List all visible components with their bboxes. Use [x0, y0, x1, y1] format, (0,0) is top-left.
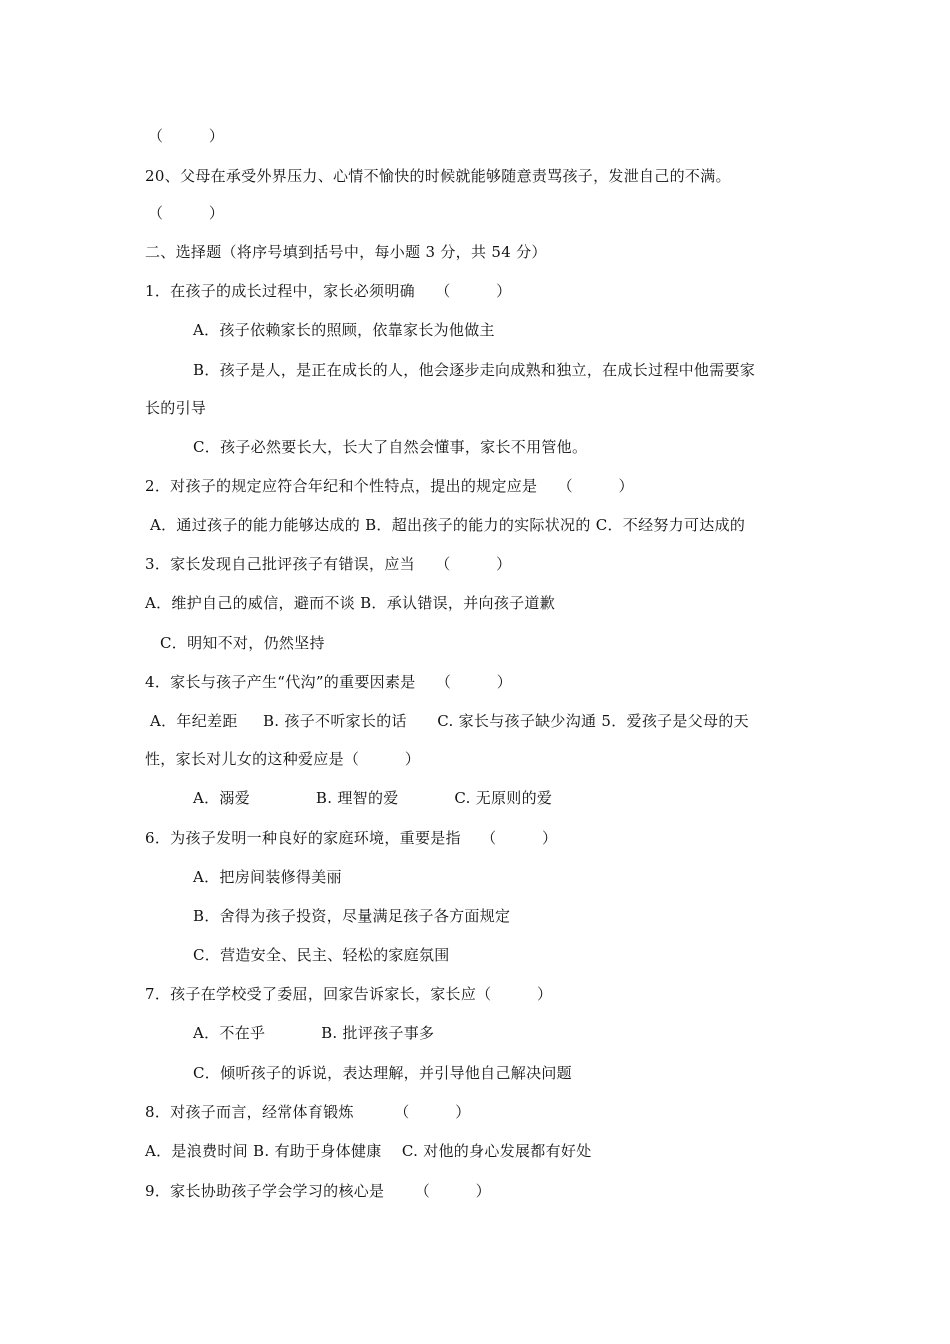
question-7-options-ab: A．不在乎 B. 批评孩子事多	[193, 1024, 435, 1042]
question-8: 8．对孩子而言，经常体育锻炼 （ ）	[145, 1103, 471, 1121]
question-20: 20、父母在承受外界压力、心情不愉快的时候就能够随意责骂孩子，发泄自己的不满。	[145, 167, 731, 185]
question-5-options: A．溺爱 B. 理智的爱 C. 无原则的爱	[193, 789, 553, 807]
question-6-option-a: A．把房间装修得美丽	[193, 868, 342, 886]
question-8-options: A．是浪费时间 B. 有助于身体健康 C. 对他的身心发展都有好处	[145, 1142, 592, 1160]
question-3-option-c: C．明知不对，仍然坚持	[160, 634, 325, 652]
section-heading-multiple-choice: 二、选择题（将序号填到括号中，每小题 3 分，共 54 分）	[145, 243, 547, 261]
question-6: 6．为孩子发明一种良好的家庭环境，重要是指 （ ）	[145, 829, 558, 847]
question-1-option-c: C．孩子必然要长大，长大了自然会懂事，家长不用管他。	[193, 438, 588, 456]
question-2-options: A．通过孩子的能力能够达成的 B．超出孩子的能力的实际状况的 C．不经努力可达成的	[150, 516, 746, 534]
question-1: 1．在孩子的成长过程中，家长必须明确 （ ）	[145, 282, 512, 300]
question-3-options-ab: A．维护自己的威信，避而不谈 B．承认错误，并向孩子道歉	[145, 594, 556, 612]
question-7: 7．孩子在学校受了委屈，回家告诉家长，家长应（ ）	[145, 985, 553, 1003]
question-7-option-c: C．倾听孩子的诉说，表达理解，并引导他自己解决问题	[193, 1064, 572, 1082]
question-1-option-b: B．孩子是人，是正在成长的人，他会逐步走向成熟和独立，在成长过程中他需要家	[193, 361, 756, 379]
question-6-option-c: C．营造安全、民主、轻松的家庭氛围	[193, 946, 450, 964]
question-9: 9．家长协助孩子学会学习的核心是 （ ）	[145, 1182, 491, 1200]
question-3: 3．家长发现自己批评孩子有错误，应当 （ ）	[145, 555, 512, 573]
question-2: 2．对孩子的规定应符合年纪和个性特点，提出的规定应是 （ ）	[145, 477, 634, 495]
question-4-options-and-question-5: A．年纪差距 B. 孩子不听家长的话 C. 家长与孩子缺少沟通 5．爱孩子是父母的天	[150, 712, 749, 730]
question-5-continued: 性，家长对儿女的这种爱应是（ ）	[145, 750, 421, 768]
answer-blank-20: （ ）	[148, 204, 225, 222]
question-4: 4．家长与孩子产生“代沟”的重要因素是 （ ）	[145, 673, 513, 691]
question-1-option-b-continued: 长的引导	[145, 399, 207, 417]
question-6-option-b: B．舍得为孩子投资，尽量满足孩子各方面规定	[193, 907, 511, 925]
answer-blank-19: （ ）	[148, 127, 225, 145]
question-1-option-a: A．孩子依赖家长的照顾，依靠家长为他做主	[193, 321, 495, 339]
